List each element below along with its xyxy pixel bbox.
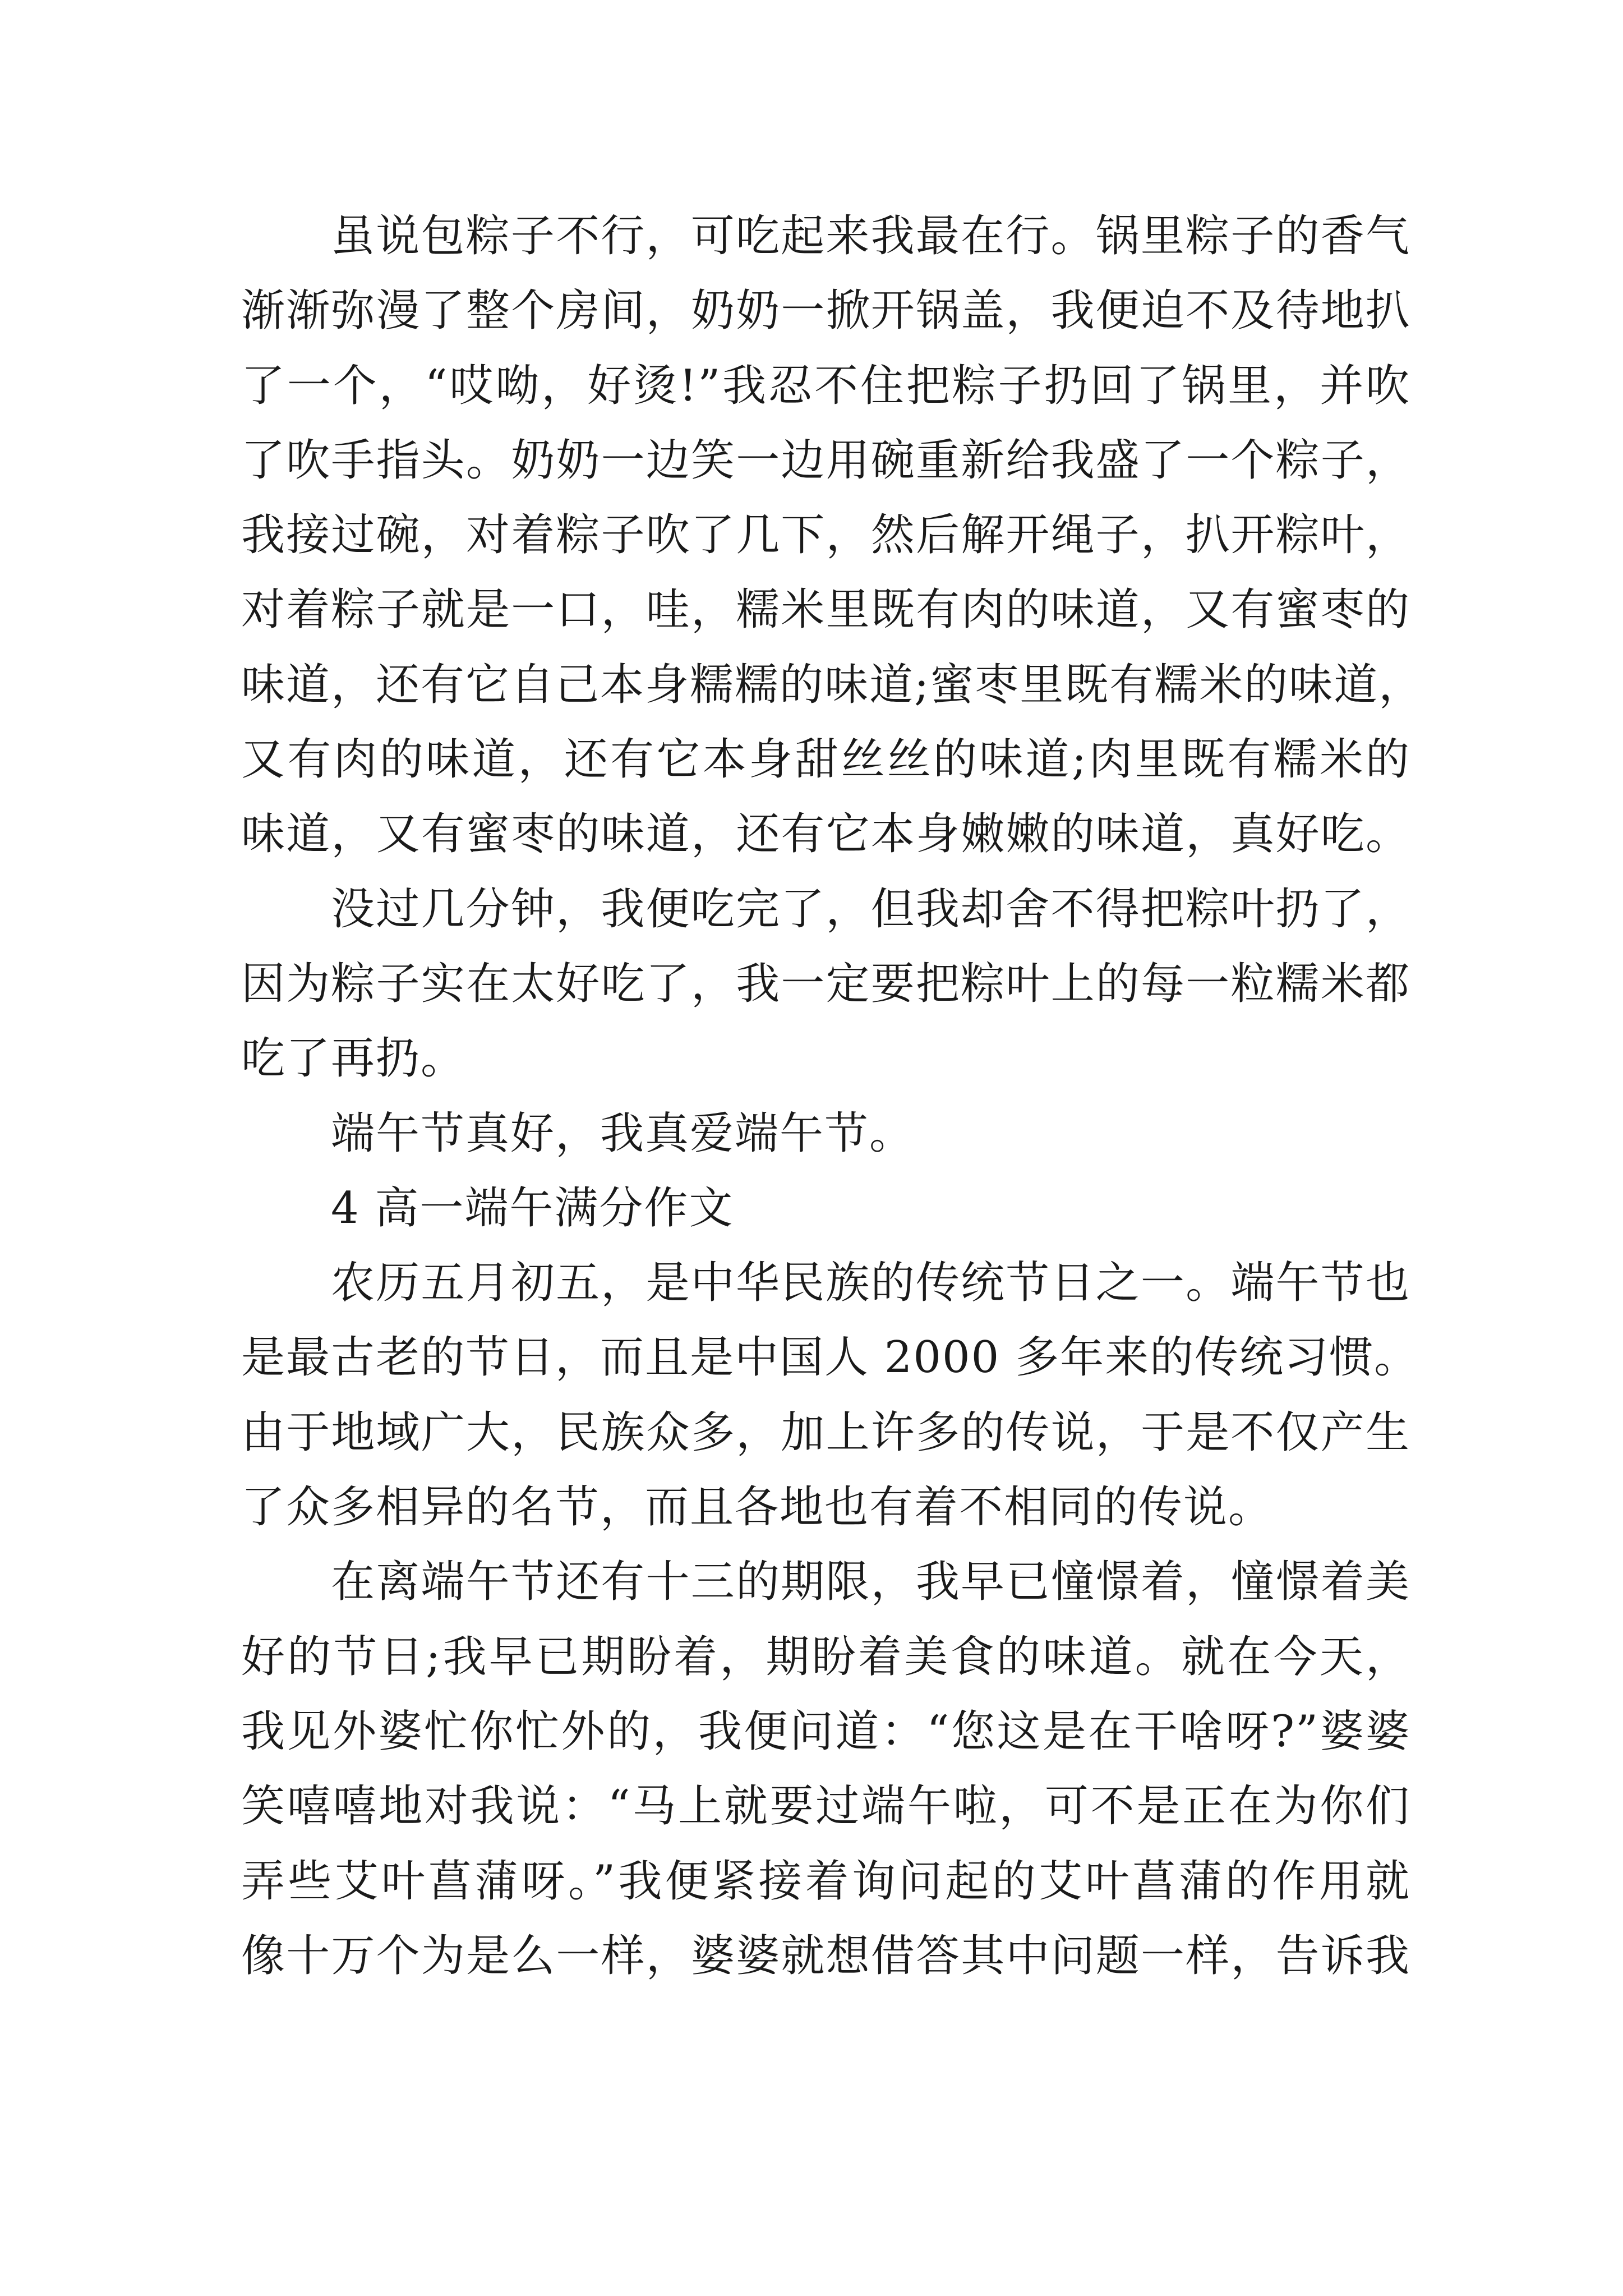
text-line: 味道，又有蜜枣的味道，还有它本身嫩嫩的味道，真好吃。 [241,809,1410,860]
text-line: 我接过碗，对着粽子吹了几下，然后解开绳子，扒开粽叶， [241,510,1410,561]
text-line: 了众多相异的名节，而且各地也有着不相同的传说。 [241,1482,1274,1533]
text-line: 渐渐弥漫了整个房间，奶奶一掀开锅盖，我便迫不及待地扒 [241,286,1410,337]
text-line: 对着粽子就是一口，哇，糯米里既有肉的味道，又有蜜枣的 [241,585,1410,636]
text-line: 吃了再扔。 [241,1033,466,1084]
text-line: 由于地域广大，民族众多，加上许多的传说，于是不仅产生 [241,1407,1410,1458]
document-body [241,199,1424,1994]
text-line: 因为粽子实在太好吃了，我一定要把粽叶上的每一粒糯米都 [241,958,1410,1009]
text-line: 农历五月初五，是中华民族的传统节日之一。端午节也 [331,1258,1410,1309]
text-line: 味道，还有它自己本身糯糯的味道;蜜枣里既有糯米的味道， [241,659,1424,710]
text-line: 弄些艾叶菖蒲呀。”我便紧接着询问起的艾叶菖蒲的作用就 [241,1856,1410,1907]
text-line: 我见外婆忙你忙外的，我便问道：“您这是在干啥呀?”婆婆 [241,1706,1410,1757]
text-line: 像十万个为是么一样，婆婆就想借答其中问题一样，告诉我 [241,1930,1410,1981]
text-line: 好的节日;我早已期盼着，期盼着美食的味道。就在今天， [241,1631,1410,1682]
text-line: 虽说包粽子不行，可吃起来我最在行。锅里粽子的香气 [331,211,1410,261]
text-line: 在离端午节还有十三的期限，我早已憧憬着，憧憬着美 [331,1557,1410,1608]
text-line: 又有肉的味道，还有它本身甜丝丝的味道;肉里既有糯米的 [241,734,1410,785]
text-line: 4 高一端午满分作文 [331,1182,734,1234]
text-line: 端午节真好，我真爱端午节。 [331,1108,915,1159]
text-line: 了吹手指头。奶奶一边笑一边用碗重新给我盛了一个粽子， [241,435,1410,486]
text-line: 笑嘻嘻地对我说：“马上就要过端午啦，可不是正在为你们 [241,1781,1410,1832]
text-line: 了一个，“哎呦，好烫!”我忍不住把粽子扔回了锅里，并吹 [241,360,1410,411]
text-line: 是最古老的节日，而且是中国人 2000 多年来的传统习惯。 [241,1332,1419,1383]
text-line: 没过几分钟，我便吃完了，但我却舍不得把粽叶扔了， [331,884,1410,935]
